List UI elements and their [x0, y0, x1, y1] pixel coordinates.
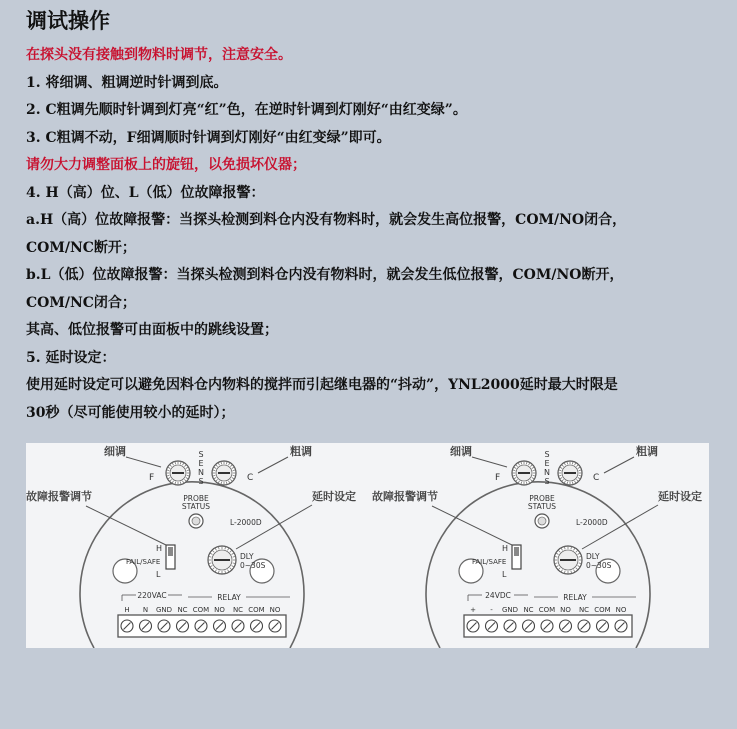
controller-diagram-1 [26, 444, 356, 648]
fine-adjust-callout: 细调 [450, 445, 472, 458]
model-label: L-2000D [576, 518, 608, 527]
sens-letter: S [198, 450, 204, 459]
terminal-label: NO [560, 606, 571, 614]
dly-range-label: 0~30S [586, 561, 612, 570]
failsafe-label: FAIL/SAFE [472, 558, 507, 566]
knob-f-label: F [495, 473, 501, 483]
jumper-cap [514, 547, 519, 556]
callout-leader [86, 506, 166, 545]
dly-label: DLY [240, 552, 254, 561]
sens-letter: S [544, 477, 550, 486]
terminal-label: COM [248, 606, 265, 614]
instruction-line: 3. C粗调不动，F细调顺时针调到灯刚好“由红变绿”即可。 [26, 129, 391, 146]
terminal-label: - [490, 606, 493, 614]
instruction-line: 2. C粗调先顺时针调到灯亮“红”色，在逆时针调到灯刚好“由红变绿”。 [26, 102, 467, 118]
delay-knob [554, 546, 582, 574]
fine-adjust-knob [166, 461, 190, 485]
callout-leader [236, 505, 312, 549]
sens-letter: N [198, 468, 204, 477]
delay-setting-callout: 延时设定 [658, 490, 702, 503]
status-led-lens [538, 517, 546, 525]
delay-knob [208, 546, 236, 574]
sens-letter: E [544, 459, 550, 468]
callout-leader [472, 457, 507, 467]
terminal-label: NC [523, 606, 534, 614]
jumper-l-label: L [156, 570, 161, 579]
terminal-label: COM [192, 606, 210, 614]
jumper-h-label: H [156, 544, 163, 553]
sens-letter: S [198, 477, 204, 486]
callout-leader [432, 506, 512, 545]
instruction-line: 使用延时设定可以避免因料仓内物料的搅拌而引起继电器的“抖动”，YNL2000延时最大时限是 [26, 377, 618, 393]
terminal-label: NO [615, 606, 627, 614]
sens-letter: N [544, 468, 550, 477]
knob-c-label: C [247, 473, 254, 483]
page-title: 调试操作 [26, 9, 110, 33]
terminal-label: COM [594, 606, 611, 614]
instruction-line: COM/NC断开； [26, 239, 136, 256]
status-label: STATUS [527, 502, 557, 511]
warning-line: 在探头没有接触到物料时调节，注意安全。 [26, 47, 292, 63]
relay-label: RELAY [217, 593, 241, 602]
fault-alarm-callout: 故障报警调节 [372, 490, 438, 503]
dly-range-label: 0~30S [240, 561, 266, 570]
terminal-label: NO [214, 606, 225, 614]
jumper-cap [168, 547, 173, 556]
knob-f-label: F [149, 473, 155, 483]
instruction-line: 5. 延时设定： [26, 349, 116, 366]
fine-adjust-callout: 细调 [104, 445, 126, 458]
instruction-line: 1. 将细调、粗调逆时针调到底。 [26, 74, 228, 91]
instruction-list [26, 42, 716, 427]
instruction-line: 30秒（尽可能使用较小的延时）； [26, 404, 235, 421]
terminal-label: GND [501, 606, 519, 614]
instruction-line: COM/NC闭合； [26, 294, 136, 311]
status-label: STATUS [181, 502, 211, 511]
terminal-label: NC [578, 606, 590, 614]
terminal-label: GND [155, 606, 173, 614]
terminal-label: NC [177, 606, 188, 614]
coarse-adjust-callout: 粗调 [290, 445, 312, 458]
terminal-label: NC [232, 606, 244, 614]
probe-label: PROBE [183, 494, 209, 503]
dly-label: DLY [586, 552, 600, 561]
coarse-adjust-knob [558, 461, 582, 485]
callout-leader [582, 505, 658, 549]
terminal-label: COM [538, 606, 556, 614]
failsafe-label: FAIL/SAFE [126, 558, 161, 566]
callout-leader [126, 457, 161, 467]
model-label: L-2000D [230, 518, 262, 527]
instruction-line: b.L（低）位故障报警：当探头检测到料仓内没有物料时，就会发生低位报警，COM/NO断开， [26, 267, 624, 283]
terminal-label: NO [269, 606, 281, 614]
coarse-adjust-callout: 粗调 [636, 445, 658, 458]
fine-adjust-knob [512, 461, 536, 485]
sens-letter: E [198, 459, 204, 468]
fault-alarm-callout: 故障报警调节 [26, 490, 92, 503]
callout-leader [604, 457, 634, 473]
instruction-line: 4. H（高）位、L（低）位故障报警： [26, 184, 265, 201]
power-label: 24VDC [485, 591, 511, 600]
controller-diagram-2 [372, 444, 702, 648]
instruction-line: a.H（高）位故障报警：当探头检测到料仓内没有物料时，就会发生高位报警，COM/NO闭合， [26, 212, 627, 228]
callout-leader [258, 457, 288, 473]
wiring-diagram-figure [26, 443, 709, 648]
instruction-line: 其高、低位报警可由面板中的跳线设置； [26, 322, 278, 338]
wiring-diagrams [26, 443, 709, 648]
delay-setting-callout: 延时设定 [312, 490, 356, 503]
jumper-h-label: H [502, 544, 509, 553]
terminal-label: N [142, 606, 149, 614]
power-label: 220VAC [137, 591, 167, 600]
jumper-l-label: L [502, 570, 507, 579]
knob-c-label: C [593, 473, 600, 483]
probe-label: PROBE [529, 494, 555, 503]
sens-letter: S [544, 450, 550, 459]
coarse-adjust-knob [212, 461, 236, 485]
warning-line: 请勿大力调整面板上的旋钮，以免损坏仪器； [26, 157, 306, 173]
terminal-label: + [470, 606, 476, 614]
status-led-lens [192, 517, 200, 525]
relay-label: RELAY [563, 593, 587, 602]
terminal-label: H [124, 606, 130, 614]
